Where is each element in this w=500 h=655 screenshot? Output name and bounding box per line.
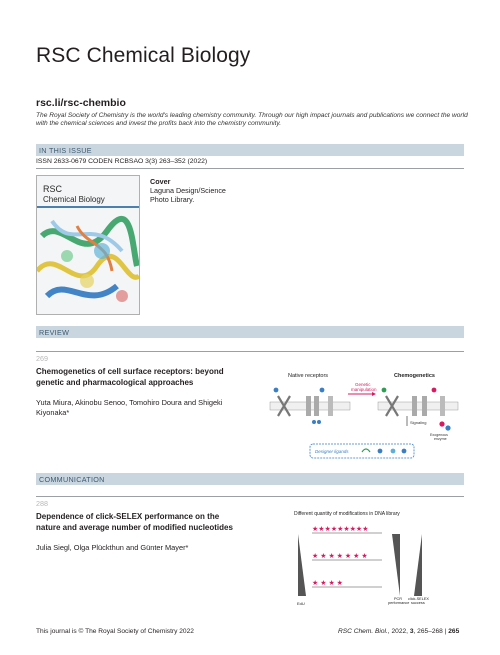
journal-url[interactable]: rsc.li/rsc-chembio — [36, 97, 126, 109]
receptor-icon — [328, 396, 333, 416]
fig-label-exogenous-1: Exogenous — [430, 433, 448, 437]
fig-label-click-2: success — [411, 601, 425, 605]
fig-label-genetic-2: manipulation — [351, 387, 377, 392]
ligand-icon — [312, 420, 316, 424]
issn-line: ISSN 2633-0679 CODEN RCBSAO 3(3) 263–352 (2022) — [36, 158, 208, 165]
cover-heading: Cover — [150, 177, 171, 186]
ligand-icon — [274, 388, 279, 393]
ligand-icon — [320, 388, 325, 393]
footer-pages: , 265–268 | — [413, 628, 449, 635]
cover-journal-title-1: RSC — [43, 184, 63, 194]
cover-caption — [150, 177, 226, 204]
pcr-wedge — [392, 534, 400, 596]
review-figure — [262, 364, 462, 460]
star-icon: ★ ★ ★ ★ — [312, 580, 343, 587]
in-this-issue-bar — [36, 144, 464, 156]
fig-label-pcr-1: PCR — [394, 597, 403, 601]
ligand-icon — [382, 388, 387, 393]
enzyme-icon — [445, 425, 450, 430]
ligand-icon — [391, 449, 396, 454]
cover-artwork — [37, 176, 139, 314]
in-this-issue-header: IN THIS ISSUE — [39, 145, 92, 155]
star-icon: ★ ★ ★ ★ ★ ★ ★ — [312, 553, 368, 560]
footer-copyright: This journal is © The Royal Society of Chemistry 2022 — [36, 628, 194, 635]
footer-journal: RSC Chem. Biol., — [338, 628, 390, 635]
fig-label-native: Native receptors — [288, 373, 329, 379]
fig-label-pcr-2: performance — [388, 601, 410, 605]
receptor-icon — [412, 396, 417, 416]
fig-label-exogenous-2: enzyme — [434, 437, 447, 441]
fig-label-click-1: click-SELEX — [408, 597, 429, 601]
fig-label-chemo: Chemogenetics — [394, 373, 435, 379]
review-title[interactable]: Chemogenetics of cell surface receptors: beyond genetic and pharmacological approaches — [36, 367, 224, 387]
click-selex-wedge — [414, 534, 422, 596]
ligand-icon — [432, 388, 437, 393]
ligand-icon — [362, 449, 370, 452]
review-page-number: 269 — [36, 354, 48, 363]
footer-volume: 3 — [409, 628, 414, 635]
communication-page-number: 288 — [36, 499, 48, 508]
ligand-icon — [402, 449, 407, 454]
fig-label-edu: EdU — [297, 601, 305, 606]
enzyme-icon — [439, 421, 444, 426]
receptor-icon — [306, 396, 311, 416]
divider — [36, 168, 464, 169]
star-icon: ★★★★★★★★★ — [312, 526, 369, 533]
arrow-head-icon — [372, 392, 376, 396]
fig-label-designer: Designer ligands — [315, 449, 349, 454]
journal-title: RSC Chemical Biology — [36, 44, 251, 67]
review-authors: Yuta Miura, Akinobu Senoo, Tomohiro Doura and Shigeki Kiyonaka* — [36, 398, 223, 417]
cover-journal-title-2: Chemical Biology — [43, 195, 105, 204]
receptor-icon — [422, 396, 427, 416]
cover-image — [36, 175, 140, 315]
footer-year: 2022, — [389, 628, 410, 635]
communication-authors: Julia Siegl, Olga Plückthun and Günter Mayer* — [36, 543, 189, 552]
footer-page-number: 265 — [448, 628, 460, 635]
communication-bar — [36, 473, 464, 485]
review-bar — [36, 326, 464, 338]
cover-credit-line2: Photo Library. — [150, 195, 195, 204]
review-header: REVIEW — [39, 327, 70, 337]
communication-header: COMMUNICATION — [39, 474, 105, 484]
edu-wedge — [298, 534, 306, 596]
fig-label-signaling: Signaling — [410, 420, 427, 425]
divider — [36, 351, 464, 352]
divider — [36, 496, 464, 497]
journal-blurb: The Royal Society of Chemistry is the world's leading chemistry community. Through our high impact journals and publications we connect the world with the chemical sciences and invest the profits back into the chemistry community. — [36, 112, 468, 128]
ligand-icon — [378, 449, 383, 454]
modification-row-3 — [312, 579, 343, 587]
ligand-icon — [317, 420, 321, 424]
modification-row-1 — [312, 525, 368, 533]
cover-credit-line1: Laguna Design/Science — [150, 186, 226, 195]
receptor-icon — [440, 396, 445, 416]
receptor-icon — [314, 396, 319, 416]
communication-title[interactable]: Dependence of click-SELEX performance on the nature and average number of modified nucleotides — [36, 512, 233, 532]
communication-figure — [290, 506, 460, 608]
fig-caption: Different quantity of modifications in DNA library — [294, 511, 400, 517]
modification-row-2 — [312, 552, 368, 560]
footer-citation — [338, 628, 459, 635]
fig-label-genetic-1: Genetic — [355, 382, 371, 387]
